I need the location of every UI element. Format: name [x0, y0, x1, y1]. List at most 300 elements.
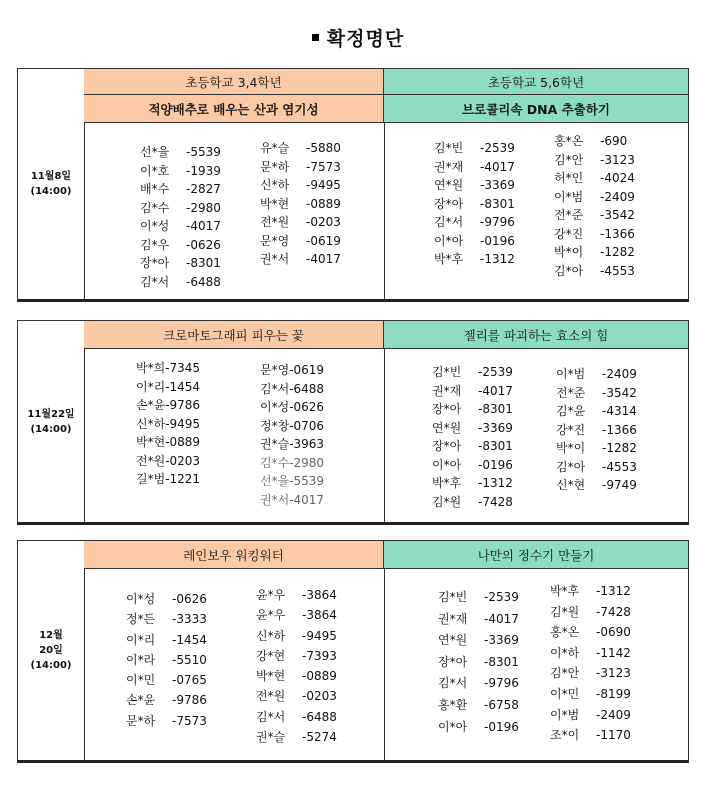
- participant-phone-suffix: -3369: [480, 178, 515, 192]
- participant-phone-suffix: -0203: [302, 689, 337, 704]
- participant-phone-suffix: -3864: [302, 608, 337, 623]
- participant-name: 김*빈: [434, 141, 464, 155]
- participant-list: [432, 363, 513, 511]
- participant-entry: [554, 132, 635, 151]
- participant-list: [260, 361, 324, 509]
- participant-entry: [434, 232, 515, 251]
- participant-phone-suffix: -8301: [478, 439, 513, 453]
- participant-list: [556, 365, 637, 495]
- participant-name: 권*서: [260, 252, 290, 266]
- participant-name: 이*범: [556, 367, 586, 381]
- participant-name: 길*범: [136, 472, 166, 486]
- participant-phone-suffix: -5274: [302, 730, 337, 745]
- participant-name: 이*민: [126, 673, 156, 688]
- participant-entry: [550, 705, 631, 726]
- participant-phone-suffix: -2539: [484, 590, 519, 604]
- participant-phone-suffix: -2539: [478, 365, 513, 379]
- participant-entry: [556, 458, 637, 477]
- participant-phone-suffix: -2409: [600, 189, 635, 204]
- participant-entry: [432, 382, 513, 401]
- participant-entry: [126, 630, 207, 650]
- participant-entry: [432, 456, 513, 475]
- participant-phone-suffix: -1939: [186, 163, 221, 178]
- participant-phone-suffix: -0889: [302, 669, 337, 684]
- group-header-left: 초등학교 3,4학년: [84, 69, 384, 95]
- participant-entry: [438, 609, 519, 631]
- participant-name: 박*이: [556, 441, 586, 455]
- participant-name: 박*후: [550, 584, 580, 598]
- participant-name: 박*희: [136, 361, 166, 375]
- participant-phone-suffix: -0203: [165, 453, 201, 468]
- participant-entry: [438, 673, 519, 695]
- participant-phone-suffix: -6488: [302, 709, 337, 724]
- participant-list: [256, 585, 337, 747]
- participant-name: 이*리: [126, 632, 156, 647]
- participant-phone-suffix: -7428: [596, 604, 631, 619]
- participant-entry: [140, 217, 221, 236]
- participant-name: 전*원: [260, 215, 290, 229]
- participant-name: 김*안: [554, 152, 584, 167]
- participant-entry: [260, 472, 324, 491]
- participant-entry: [140, 180, 221, 199]
- participant-list: [260, 139, 341, 269]
- participant-phone-suffix: -7573: [306, 159, 341, 174]
- program-title-right: 브로콜리속 DNA 추출하기: [384, 95, 688, 123]
- program-title-left: 크로마토그래피 피우는 꽃: [84, 321, 384, 349]
- participant-phone-suffix: -0619: [306, 233, 341, 248]
- program-title-right: 젤리를 파괴하는 효소의 힘: [384, 321, 688, 349]
- participant-phone-suffix: -2409: [602, 367, 637, 381]
- participant-phone-suffix: -0626: [186, 237, 221, 252]
- participant-entry: [126, 589, 207, 609]
- participant-phone-suffix: -0889: [165, 435, 201, 449]
- participant-phone-suffix: -2539: [480, 141, 515, 155]
- participant-entry: [432, 493, 513, 512]
- participant-phone-suffix: -0203: [306, 215, 341, 229]
- participant-name: 홍*온: [554, 134, 584, 148]
- participant-name: 배*수: [140, 182, 170, 196]
- participant-phone-suffix: -0619: [289, 363, 325, 377]
- participant-entry: [434, 250, 515, 269]
- participant-entry: [136, 378, 200, 397]
- participant-name: 김*빈: [432, 365, 462, 379]
- participant-phone-suffix: -3333: [172, 612, 207, 627]
- participant-entry: [260, 454, 324, 473]
- participant-entry: [438, 652, 519, 674]
- participant-entry: [136, 452, 200, 471]
- participant-name: 정*창: [260, 418, 290, 433]
- participant-entry: [136, 433, 200, 452]
- page-title-text: 확정명단: [326, 28, 405, 50]
- participant-phone-suffix: -9495: [306, 178, 341, 192]
- participant-phone-suffix: -6758: [484, 697, 519, 712]
- participant-name: 윤*우: [256, 588, 286, 602]
- participant-phone-suffix: -4017: [478, 383, 513, 398]
- participant-phone-suffix: -9796: [480, 215, 515, 229]
- participant-entry: [140, 273, 221, 292]
- participant-name: 박*현: [136, 435, 166, 449]
- participant-name: 박*현: [260, 196, 290, 211]
- participant-phone-suffix: -5880: [306, 141, 341, 155]
- participant-phone-suffix: -4553: [600, 263, 635, 278]
- participant-phone-suffix: -2409: [596, 707, 631, 722]
- participant-phone-suffix: -1454: [165, 379, 201, 394]
- column-divider: [384, 569, 385, 760]
- participant-phone-suffix: -0196: [480, 233, 515, 248]
- participant-entry: [260, 380, 324, 399]
- participant-name: 문*영: [260, 363, 290, 377]
- participant-phone-suffix: -5539: [186, 145, 221, 159]
- participant-phone-suffix: -4017: [306, 252, 341, 266]
- participant-phone-suffix: -9796: [484, 676, 519, 691]
- participant-name: 문*하: [260, 159, 290, 174]
- participant-name: 장*아: [432, 402, 462, 416]
- participant-entry: [126, 670, 207, 690]
- participant-entry: [260, 195, 341, 214]
- participant-entry: [438, 587, 519, 609]
- session-2: [17, 320, 689, 525]
- participant-name: 전*원: [256, 689, 286, 704]
- participant-entry: [556, 384, 637, 403]
- participant-entry: [432, 419, 513, 438]
- participant-name: 김*수: [140, 200, 170, 215]
- participant-entry: [256, 605, 337, 625]
- participant-list: [550, 581, 631, 746]
- participant-name: 장*아: [140, 256, 170, 270]
- participant-entry: [556, 365, 637, 384]
- participant-entry: [554, 151, 635, 170]
- participant-entry: [554, 206, 635, 225]
- participant-entry: [260, 417, 324, 436]
- participant-name: 김*윤: [556, 404, 586, 418]
- participant-phone-suffix: -1221: [165, 472, 201, 486]
- participant-phone-suffix: -5539: [289, 474, 325, 488]
- participant-entry: [554, 169, 635, 188]
- participant-entry: [550, 622, 631, 643]
- participant-phone-suffix: -3542: [602, 385, 637, 400]
- participant-entry: [550, 684, 631, 705]
- participant-entry: [556, 439, 637, 458]
- participant-entry: [256, 707, 337, 727]
- participant-list: [438, 587, 519, 738]
- participant-phone-suffix: -9495: [302, 628, 337, 643]
- participant-phone-suffix: -7573: [172, 713, 207, 728]
- participant-name: 권*재: [434, 159, 464, 174]
- participant-phone-suffix: -3123: [600, 152, 635, 167]
- participant-phone-suffix: -1282: [600, 245, 635, 259]
- participant-name: 조*이: [550, 728, 580, 743]
- session-date: 11월8일 (14:00): [18, 69, 85, 299]
- participant-phone-suffix: -8301: [480, 196, 515, 211]
- participant-name: 권*재: [438, 611, 468, 626]
- participant-name: 김*아: [556, 459, 586, 474]
- program-title-left: 적양배추로 배우는 산과 염기성: [84, 95, 384, 123]
- participant-phone-suffix: -4017: [289, 492, 325, 507]
- column-divider: [384, 349, 385, 522]
- participant-phone-suffix: -1312: [478, 476, 513, 490]
- participant-name: 이*아: [434, 233, 464, 248]
- participant-name: 전*준: [556, 385, 586, 400]
- participant-phone-suffix: -1282: [602, 441, 637, 455]
- participant-name: 박*후: [432, 476, 462, 490]
- participant-entry: [550, 643, 631, 664]
- participant-list: [434, 139, 515, 269]
- participant-name: 김*우: [140, 237, 170, 252]
- participant-name: 신*하: [136, 416, 166, 431]
- participant-name: 권*슬: [256, 730, 286, 745]
- participant-entry: [256, 666, 337, 686]
- participant-entry: [438, 630, 519, 652]
- participant-phone-suffix: -2827: [186, 182, 221, 196]
- participant-list: [126, 589, 207, 731]
- participant-name: 김*원: [550, 604, 580, 619]
- participant-phone-suffix: -4314: [602, 404, 637, 418]
- participant-name: 김*아: [554, 263, 584, 278]
- participant-name: 신*하: [260, 178, 290, 192]
- session-1: [17, 68, 689, 302]
- participant-name: 장*아: [432, 439, 462, 453]
- participant-name: 손*윤: [136, 398, 166, 412]
- participant-entry: [550, 725, 631, 746]
- participant-entry: [256, 646, 337, 666]
- participant-phone-suffix: -4024: [600, 171, 635, 185]
- participant-name: 장*아: [434, 196, 464, 211]
- participant-phone-suffix: -0765: [172, 673, 207, 688]
- participant-entry: [438, 717, 519, 739]
- participant-entry: [260, 139, 341, 158]
- participant-entry: [434, 139, 515, 158]
- participant-name: 문*영: [260, 233, 290, 248]
- participant-entry: [432, 400, 513, 419]
- participant-name: 박*후: [434, 252, 464, 266]
- participant-phone-suffix: -4017: [480, 159, 515, 174]
- participant-name: 이*성: [126, 592, 156, 606]
- participant-phone-suffix: -0690: [596, 625, 631, 640]
- participant-entry: [140, 199, 221, 218]
- participant-entry: [140, 254, 221, 273]
- participant-name: 이*성: [140, 219, 170, 233]
- participant-phone-suffix: -1142: [596, 645, 631, 660]
- participant-entry: [556, 476, 637, 495]
- participant-phone-suffix: -6488: [186, 274, 221, 289]
- participant-phone-suffix: -7345: [165, 361, 201, 375]
- participant-phone-suffix: -3963: [289, 437, 325, 451]
- participant-entry: [256, 585, 337, 605]
- participant-name: 이*성: [260, 400, 290, 414]
- participant-name: 권*슬: [260, 437, 290, 451]
- participant-phone-suffix: -3864: [302, 588, 337, 602]
- participant-name: 이*범: [550, 707, 580, 722]
- participant-phone-suffix: -1366: [600, 226, 635, 241]
- participant-name: 박*이: [554, 245, 584, 259]
- participant-name: 정*든: [126, 612, 156, 627]
- participant-entry: [260, 491, 324, 510]
- participant-name: 김*안: [550, 666, 580, 681]
- participant-phone-suffix: -0889: [306, 196, 341, 211]
- participant-name: 강*진: [556, 422, 586, 437]
- session-date: 12월 20일 (14:00): [18, 541, 85, 760]
- participant-phone-suffix: -3369: [478, 420, 513, 435]
- participant-entry: [140, 143, 221, 162]
- participant-name: 김*수: [260, 455, 290, 470]
- participant-name: 연*원: [434, 178, 464, 192]
- participant-entry: [256, 626, 337, 646]
- participant-name: 강*진: [554, 226, 584, 241]
- participant-entry: [260, 361, 324, 380]
- participant-name: 김*서: [256, 709, 286, 724]
- participant-phone-suffix: -3542: [600, 208, 635, 222]
- participant-name: 이*호: [140, 163, 170, 178]
- participant-entry: [260, 435, 324, 454]
- participant-entry: [260, 232, 341, 251]
- participant-entry: [140, 236, 221, 255]
- session-3: [17, 540, 689, 763]
- participant-name: 강*현: [256, 648, 286, 663]
- participant-name: 손*윤: [126, 693, 156, 708]
- participant-name: 연*원: [432, 420, 462, 435]
- participant-entry: [136, 470, 200, 489]
- participant-entry: [554, 262, 635, 281]
- participant-phone-suffix: -4017: [186, 219, 221, 233]
- participant-entry: [256, 727, 337, 747]
- participant-name: 김*서: [260, 381, 290, 396]
- participant-name: 이*민: [550, 686, 580, 701]
- participant-phone-suffix: -9786: [172, 693, 207, 708]
- participant-phone-suffix: -2980: [186, 200, 221, 215]
- column-divider: [384, 123, 385, 299]
- participant-name: 권*재: [432, 383, 462, 398]
- participant-name: 김*서: [140, 274, 170, 289]
- participant-entry: [126, 711, 207, 731]
- participant-phone-suffix: -0196: [478, 457, 513, 472]
- participant-list: [554, 132, 635, 280]
- participant-name: 박*현: [256, 669, 286, 684]
- participant-name: 김*서: [434, 215, 464, 229]
- participant-entry: [550, 602, 631, 623]
- participant-phone-suffix: -8301: [478, 402, 513, 416]
- participant-phone-suffix: -8301: [484, 654, 519, 669]
- session-date: 11월22일 (14:00): [18, 321, 85, 522]
- participant-phone-suffix: -3369: [484, 633, 519, 648]
- participant-name: 홍*환: [438, 697, 468, 712]
- participant-entry: [126, 609, 207, 629]
- participant-phone-suffix: -2980: [289, 455, 325, 470]
- participant-name: 신*현: [556, 478, 586, 492]
- participant-phone-suffix: -0626: [172, 592, 207, 606]
- participant-entry: [438, 695, 519, 717]
- participant-name: 전*준: [554, 208, 584, 222]
- participant-name: 이*아: [438, 719, 468, 734]
- participant-name: 이*하: [550, 645, 580, 660]
- participant-phone-suffix: -9495: [165, 416, 201, 431]
- participant-entry: [434, 213, 515, 232]
- participant-entry: [434, 158, 515, 177]
- participant-name: 김*빈: [438, 590, 468, 604]
- participant-phone-suffix: -1312: [596, 584, 631, 598]
- participant-entry: [260, 176, 341, 195]
- participant-phone-suffix: -0706: [289, 418, 325, 433]
- program-title-left: 레인보우 워킹워터: [84, 541, 384, 569]
- participant-entry: [126, 690, 207, 710]
- participant-name: 전*원: [136, 453, 166, 468]
- participant-entry: [260, 213, 341, 232]
- participant-entry: [260, 158, 341, 177]
- participant-name: 이*리: [136, 379, 166, 394]
- participant-entry: [260, 250, 341, 269]
- participant-phone-suffix: -1454: [172, 632, 207, 647]
- participant-phone-suffix: -7428: [478, 494, 513, 509]
- participant-entry: [554, 188, 635, 207]
- participant-phone-suffix: -9786: [165, 398, 201, 412]
- participant-entry: [432, 437, 513, 456]
- participant-entry: [554, 225, 635, 244]
- participant-phone-suffix: -1170: [596, 728, 631, 743]
- page-title: [0, 24, 716, 51]
- participant-phone-suffix: -4553: [602, 459, 637, 474]
- participant-name: 홍*온: [550, 625, 580, 640]
- participant-name: 김*서: [438, 676, 468, 691]
- participant-entry: [126, 650, 207, 670]
- participant-entry: [256, 686, 337, 706]
- participant-entry: [556, 402, 637, 421]
- participant-entry: [140, 162, 221, 181]
- participant-name: 허*인: [554, 171, 584, 185]
- participant-phone-suffix: -690: [600, 134, 628, 148]
- participant-name: 권*서: [260, 492, 290, 507]
- participant-entry: [554, 243, 635, 262]
- participant-name: 윤*우: [256, 608, 286, 623]
- participant-name: 연*원: [438, 633, 468, 648]
- participant-phone-suffix: -4017: [484, 611, 519, 626]
- participant-name: 김*원: [432, 494, 462, 509]
- participant-name: 이*라: [126, 652, 156, 667]
- participant-entry: [556, 421, 637, 440]
- participant-entry: [260, 398, 324, 417]
- participant-phone-suffix: -6488: [289, 381, 325, 396]
- participant-phone-suffix: -9749: [602, 478, 637, 492]
- participant-name: 장*아: [438, 654, 468, 669]
- participant-phone-suffix: -8301: [186, 256, 221, 270]
- participant-phone-suffix: -0626: [289, 400, 325, 414]
- participant-name: 선*율: [260, 474, 290, 488]
- participant-name: 유*슬: [260, 141, 290, 155]
- participant-list: [140, 143, 221, 291]
- participant-entry: [550, 581, 631, 602]
- participant-name: 이*범: [554, 189, 584, 204]
- participant-entry: [136, 396, 200, 415]
- participant-entry: [434, 176, 515, 195]
- square-bullet-icon: [312, 34, 319, 41]
- participant-list: [136, 359, 200, 489]
- participant-entry: [434, 195, 515, 214]
- participant-entry: [432, 363, 513, 382]
- participant-name: 문*하: [126, 713, 156, 728]
- participant-phone-suffix: -1366: [602, 422, 637, 437]
- participant-name: 이*아: [432, 457, 462, 472]
- participant-phone-suffix: -3123: [596, 666, 631, 681]
- participant-phone-suffix: -1312: [480, 252, 515, 266]
- participant-phone-suffix: -8199: [596, 686, 631, 701]
- program-title-right: 나만의 정수기 만들기: [384, 541, 688, 569]
- participant-phone-suffix: -0196: [484, 719, 519, 734]
- participant-phone-suffix: -7393: [302, 648, 337, 663]
- participant-phone-suffix: -5510: [172, 652, 207, 667]
- participant-name: 선*율: [140, 145, 170, 159]
- participant-entry: [136, 359, 200, 378]
- participant-entry: [136, 415, 200, 434]
- participant-entry: [432, 474, 513, 493]
- participant-name: 신*하: [256, 628, 286, 643]
